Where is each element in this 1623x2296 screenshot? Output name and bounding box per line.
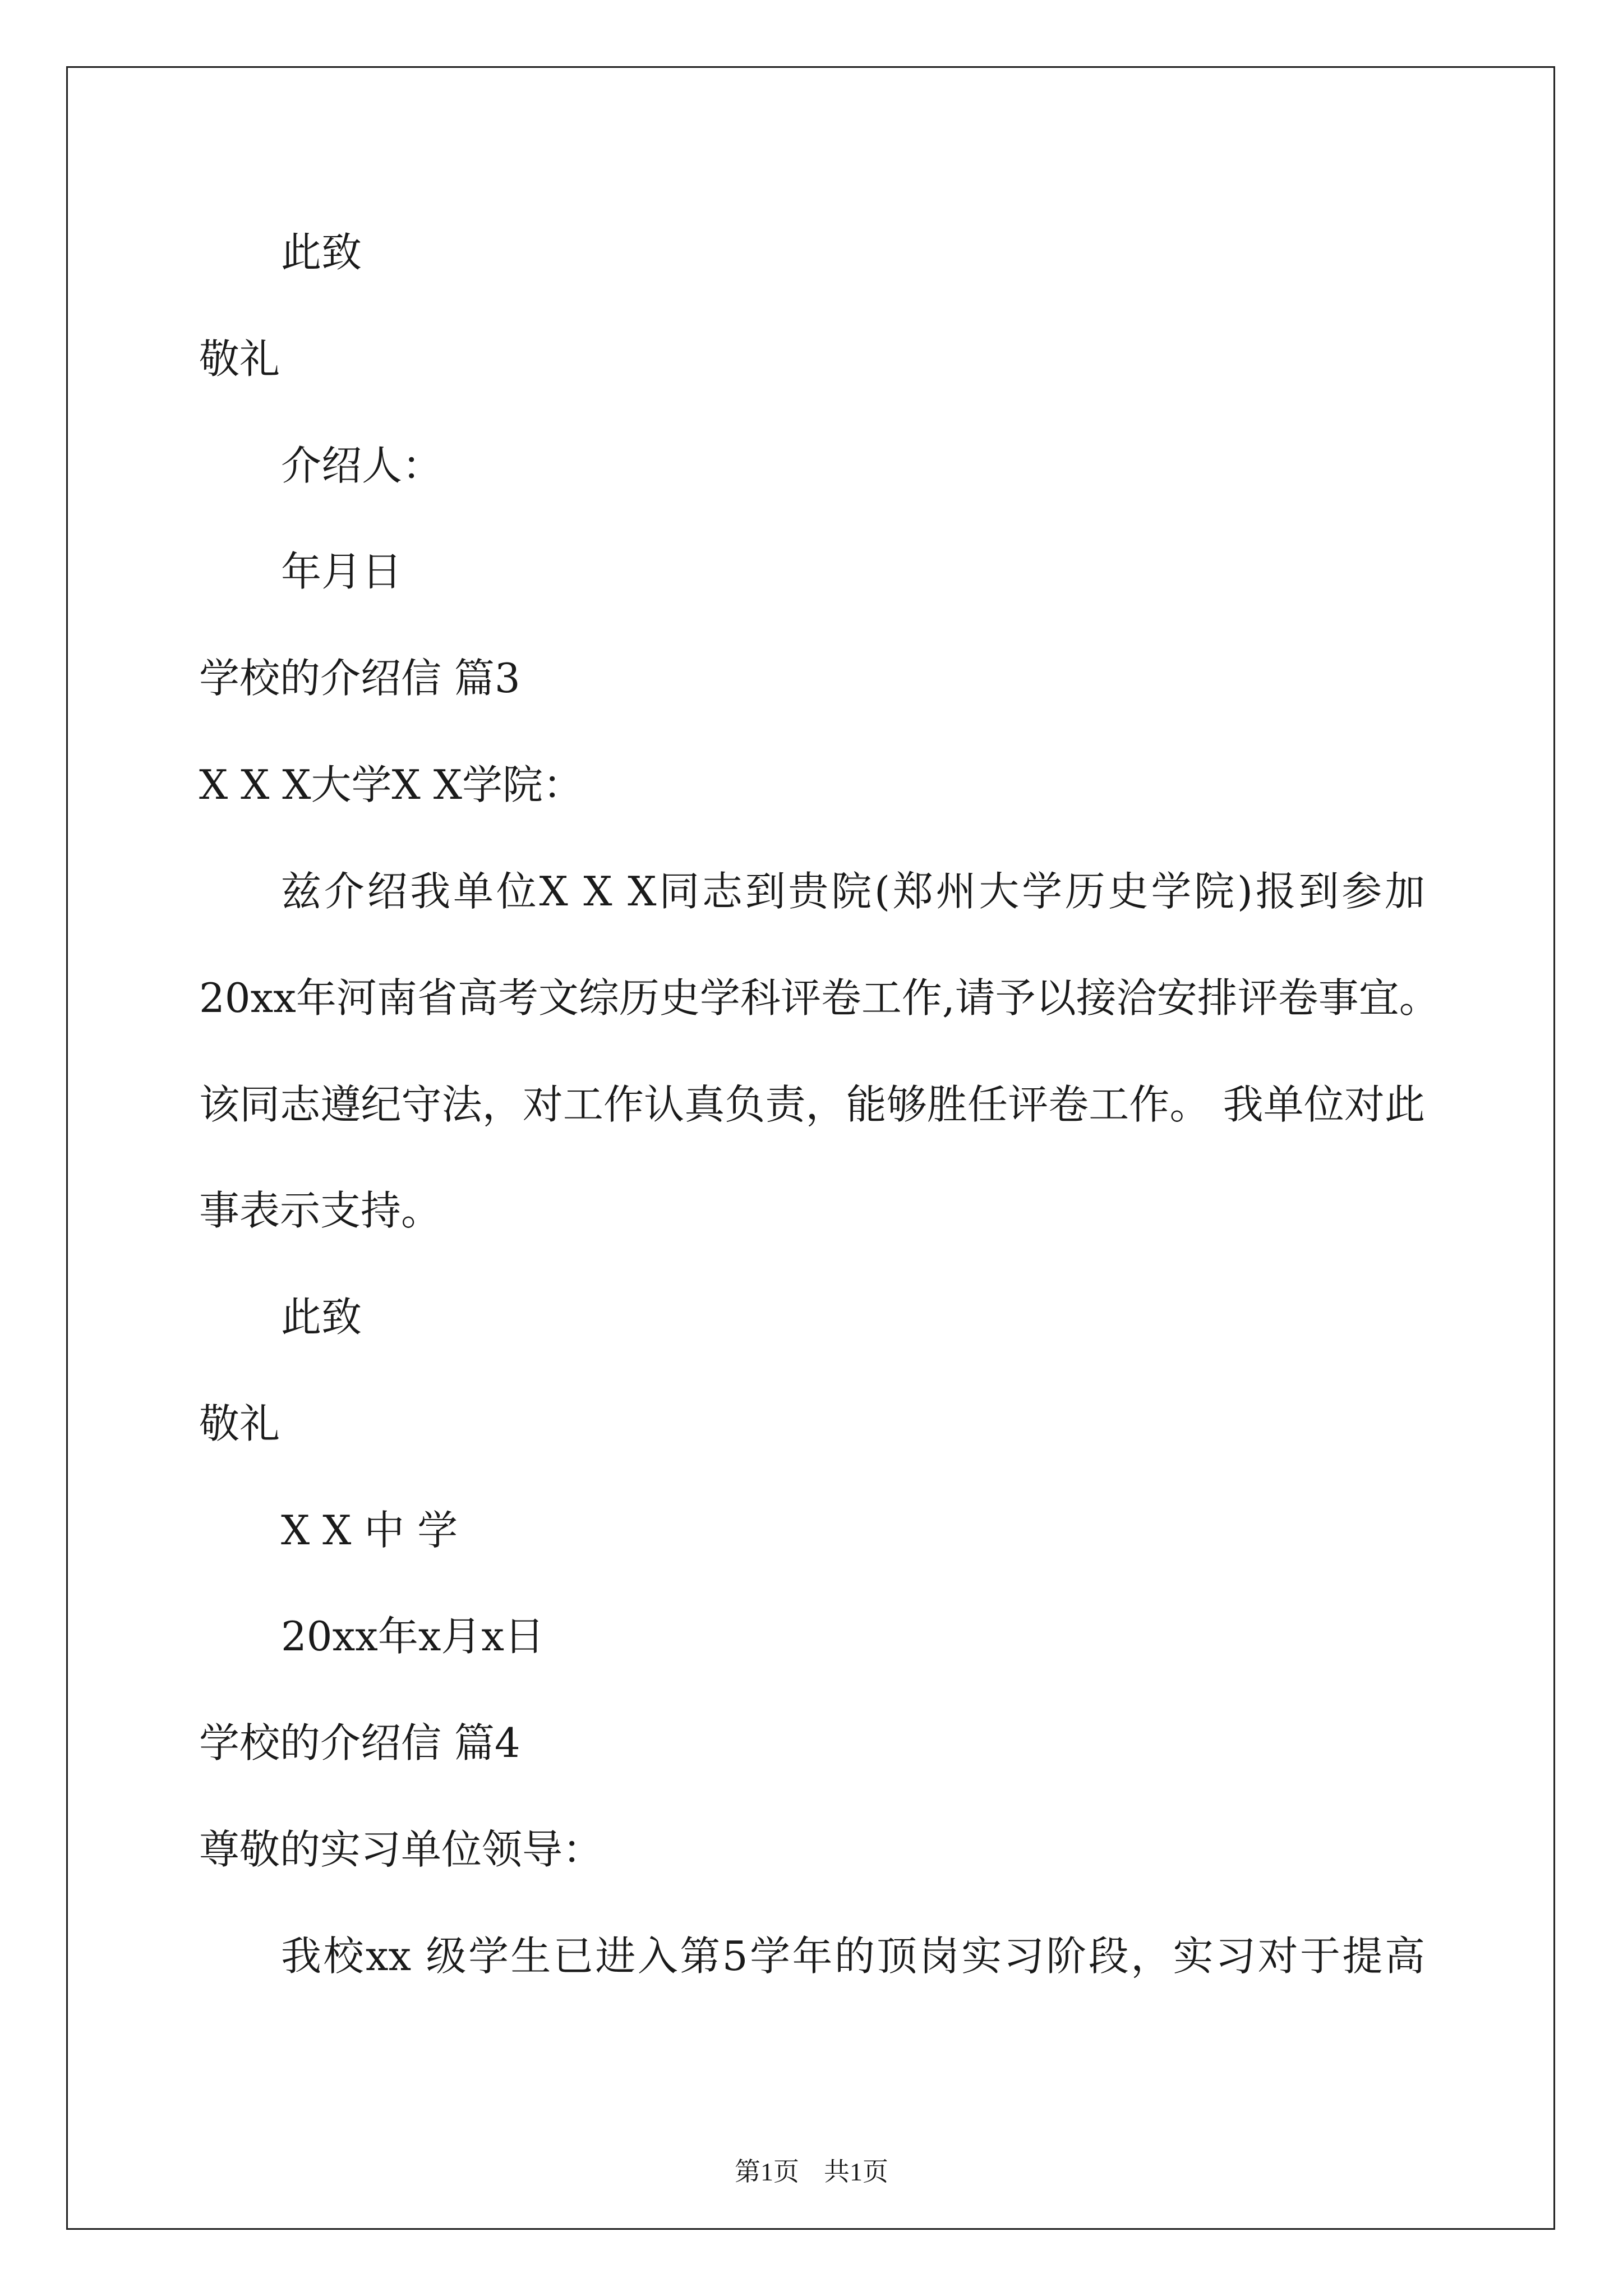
- page-number: 第1页: [735, 2157, 799, 2186]
- body-paragraph-line: 兹介绍我单位X X X同志到贵院(郑州大学历史学院)报到参加: [281, 868, 1425, 915]
- section-heading-4: 学校的介绍信 篇4: [199, 1719, 520, 1766]
- page-footer: [0, 2155, 1623, 2189]
- letter-date: 20xx年x月x日: [281, 1613, 545, 1660]
- body-paragraph-line: 该同志遵纪守法，对工作认真负责，能够胜任评卷工作。 我单位对此: [199, 1081, 1425, 1128]
- addressee: X X X大学X X学院：: [199, 761, 583, 808]
- closing-regards: 敬礼: [199, 335, 280, 383]
- body-paragraph-line: 事表示支持。: [199, 1187, 442, 1234]
- introducer-label: 介绍人：: [281, 442, 443, 489]
- body-paragraph-line: 20xx年河南省高考文综历史学科评卷工作,请予以接洽安排评卷事宜。: [199, 974, 1440, 1022]
- closing-salutation: 此致: [281, 229, 362, 276]
- page-total: 共1页: [824, 2157, 888, 2186]
- addressee: 尊敬的实习单位领导：: [199, 1826, 603, 1873]
- body-paragraph-line: 我校xx 级学生已进入第5学年的顶岗实习阶段，实习对于提高: [281, 1932, 1425, 1980]
- date-placeholder: 年月日: [281, 548, 403, 595]
- section-heading-3: 学校的介绍信 篇3: [199, 655, 520, 702]
- page-border: [66, 66, 1555, 2230]
- signatory-school: X X 中 学: [281, 1507, 458, 1554]
- closing-regards: 敬礼: [199, 1400, 280, 1447]
- closing-salutation: 此致: [281, 1294, 362, 1341]
